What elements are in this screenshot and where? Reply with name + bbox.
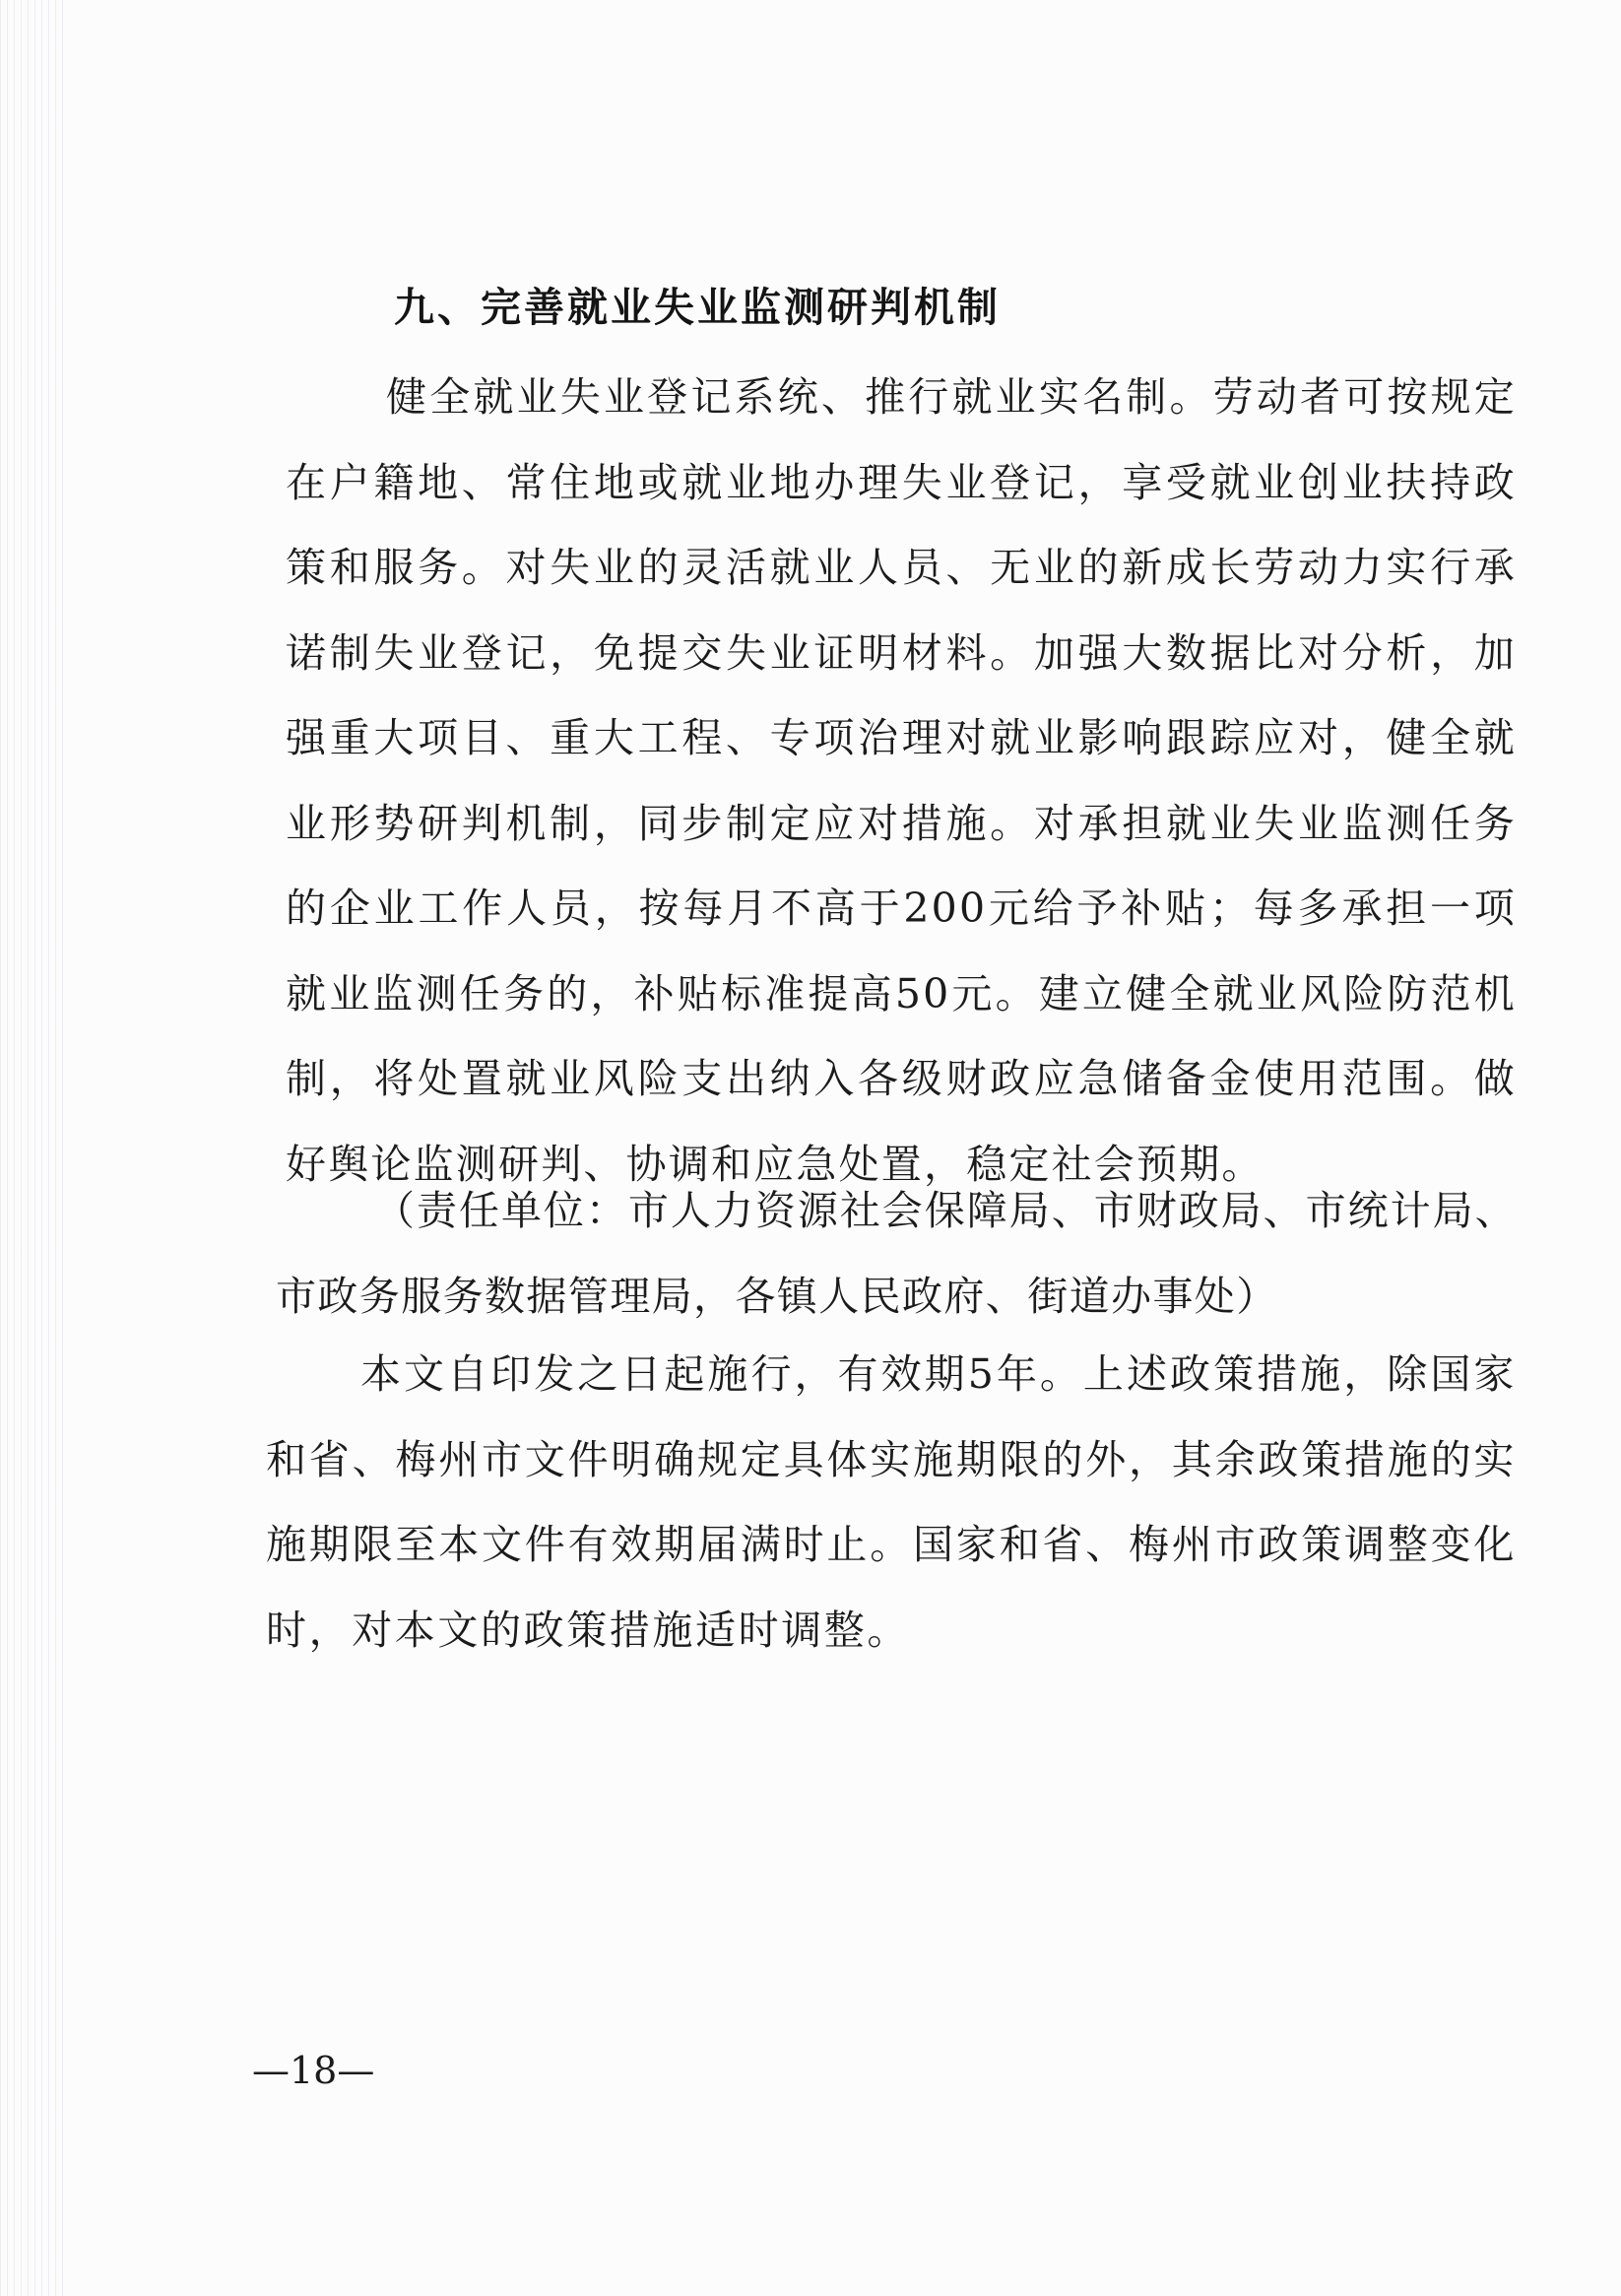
paragraph-monitoring: 健全就业失业登记系统、推行就业实名制。劳动者可按规定在户籍地、常住地或就业地办理失业登记，享受就业创业扶持政策和服务。对失业的灵活就业人员、无业的新成长劳动力实行承诺制失业登记，免提交失业证明材料。加强大数据比对分析，加强重大项目、重大工程、专项治理对就业影响跟踪应对，健全就业形势研判机制，同步制定应对措施。对承担就业失业监测任务的企业工作人员，按每月不高于200元给予补贴；每多承担一项就业监测任务的，补贴标准提高50元。建立健全就业风险防范机制，将处置就业风险支出纳入各级财政应急储备金使用范围。做好舆论监测研判、协调和应急处置，稳定社会预期。 [286,373,1517,1188]
paragraph-responsible-units: （责任单位：市人力资源社会保障局、市财政局、市统计局、市政务服务数据管理局，各镇人民政府、街道办事处） [276,1187,1517,1320]
page-number: —18— [252,2049,375,2092]
section-heading: 九、完善就业失业监测研判机制 [394,284,1001,331]
paragraph-effective-period: 本文自印发之日起施行，有效期5年。上述政策措施，除国家和省、梅州市文件明确规定具体实施期限的外，其余政策措施的实施期限至本文件有效期届满时止。国家和省、梅州市政策调整变化时，对本文的政策措施适时调整。 [266,1350,1517,1654]
scan-edge-lines [0,0,69,2296]
